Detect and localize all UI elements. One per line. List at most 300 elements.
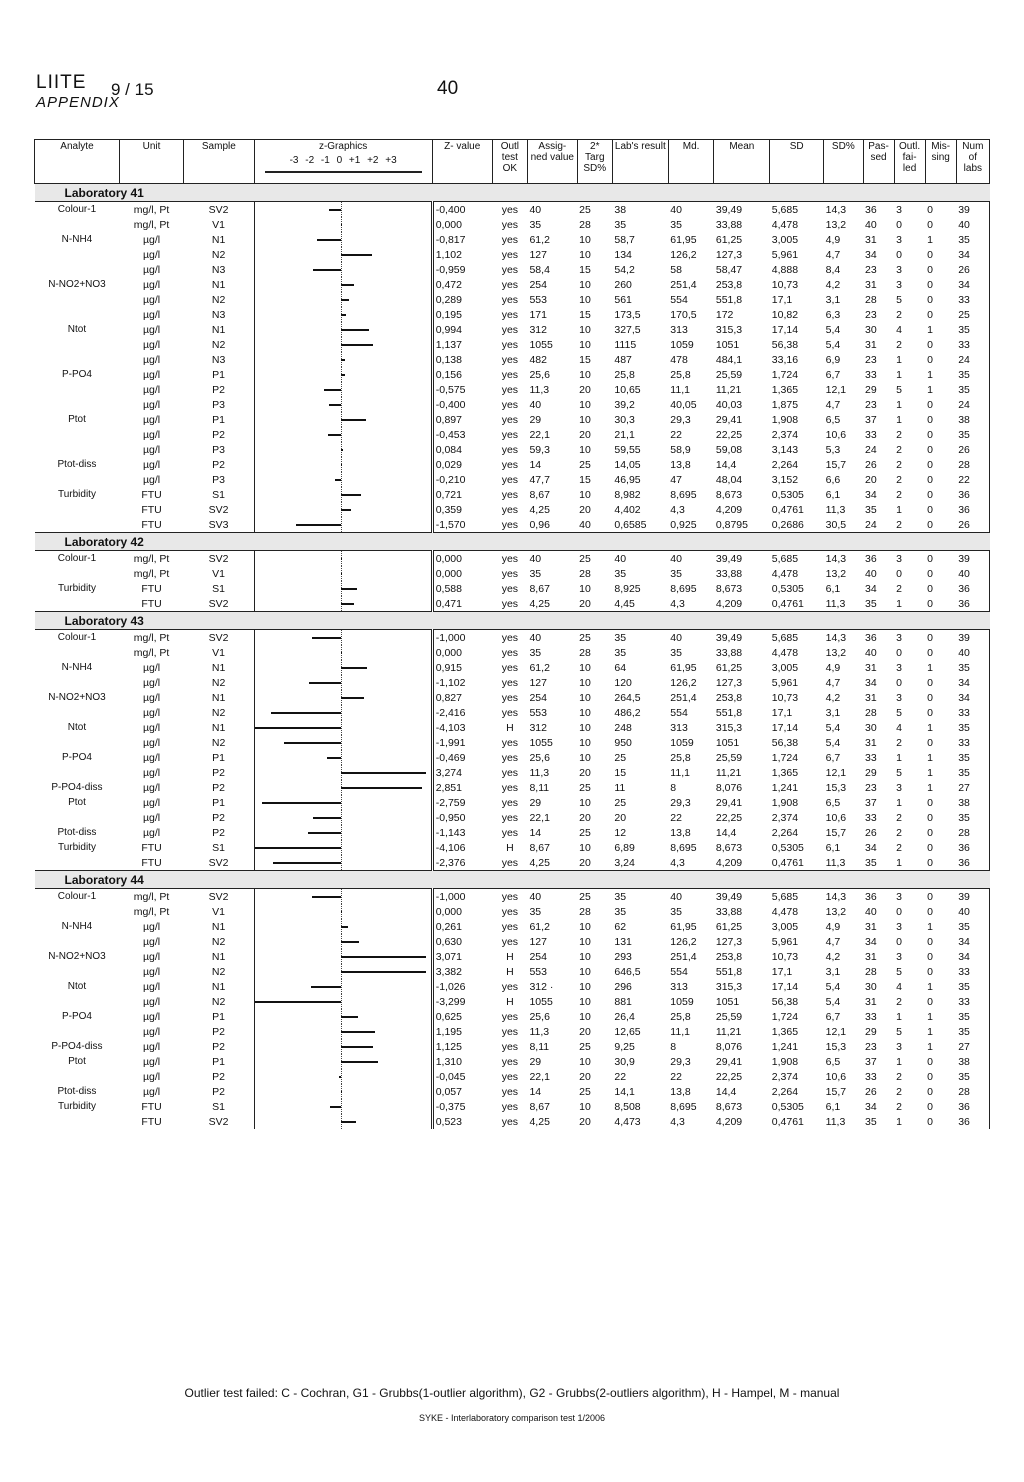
z-axis-zero (341, 735, 342, 750)
cell-passed: 40 (865, 218, 877, 231)
cell-analyte (35, 735, 120, 750)
cell-labs-result: 3,24 (614, 856, 635, 869)
cell-zvalue: -1,102 (435, 676, 466, 689)
cell-analyte (35, 810, 120, 825)
cell-assigned: 22,1 (529, 1070, 550, 1083)
cell-zvalue: -0,400 (435, 398, 466, 411)
cell-missing: 0 (925, 202, 956, 218)
table-row (35, 551, 990, 567)
z-graphic (254, 675, 432, 690)
cell-unit: mg/l, Pt (133, 218, 170, 231)
cell-outl-failed: 1 (896, 353, 902, 366)
z-bar (341, 558, 342, 560)
cell-passed: 36 (863, 202, 894, 218)
cell-sdpct: 6,7 (825, 368, 841, 381)
cell-sd: 4,478 (771, 905, 799, 918)
cell-mean: 61,25 (715, 661, 743, 674)
cell-passed: 33 (865, 1010, 877, 1023)
cell-labs-result: 15 (614, 766, 627, 779)
cell-sdpct: 30,5 (825, 518, 847, 531)
z-graphic (254, 1084, 432, 1099)
cell-sdpct: 13,2 (825, 567, 847, 580)
z-bar (341, 926, 348, 928)
cell-sample: V1 (184, 566, 254, 581)
cell-labs-result: 21,1 (614, 428, 635, 441)
cell-analyte: N-NH4 (61, 661, 93, 673)
cell-mean: 4,209 (715, 1115, 743, 1128)
cell-sample: SV2 (184, 596, 254, 612)
cell-assigned: 8,11 (529, 781, 550, 794)
cell-missing: 0 (927, 503, 933, 516)
table-body (35, 184, 990, 1130)
cell-unit: FTU (141, 1100, 162, 1113)
cell-sdpct: 3,1 (825, 965, 841, 978)
cell-md: 40,05 (670, 398, 697, 411)
z-bar (262, 802, 341, 804)
cell-missing: 0 (927, 841, 933, 854)
cell-sample: N1 (184, 232, 254, 247)
col-sdpct: SD% (824, 140, 863, 184)
cell-outl-test: yes (501, 597, 519, 610)
cell-outl-failed: 1 (896, 1055, 902, 1068)
cell-targ: 15 (579, 353, 591, 366)
cell-sd: 1,365 (771, 1025, 799, 1038)
cell-md: 40 (668, 551, 714, 567)
cell-sample: SV2 (184, 1114, 254, 1129)
cell-targ: 10 (579, 323, 591, 336)
cell-zvalue: -1,143 (435, 826, 466, 839)
z-bar (341, 1046, 373, 1048)
cell-missing: 0 (927, 935, 933, 948)
z-bar (341, 359, 345, 361)
cell-unit: FTU (141, 488, 162, 501)
cell-md: 35 (670, 218, 682, 231)
cell-missing: 0 (927, 293, 933, 306)
cell-zvalue: -0,400 (432, 202, 492, 218)
cell-missing: 0 (927, 353, 933, 366)
cell-md: 1059 (670, 338, 694, 351)
cell-md: 61,95 (670, 233, 697, 246)
z-axis-zero (341, 840, 342, 855)
cell-labs-result: 293 (614, 950, 632, 963)
cell-unit: µg/l (142, 935, 161, 948)
cell-sd: 10,82 (771, 308, 799, 321)
cell-num-labs: 35 (956, 765, 989, 780)
cell-unit: µg/l (142, 751, 161, 764)
cell-outl-failed: 4 (896, 721, 902, 734)
cell-missing: 1 (927, 233, 933, 246)
cell-zvalue: 0,359 (435, 503, 462, 516)
z-axis-zero (341, 472, 342, 487)
cell-sd: 2,264 (771, 1085, 799, 1098)
cell-mean: 315,3 (715, 323, 743, 336)
cell-zvalue: 0,630 (435, 935, 462, 948)
cell-analyte (35, 994, 120, 1009)
cell-sample: SV3 (184, 517, 254, 533)
cell-sdpct: 6,6 (825, 473, 841, 486)
table-row (35, 352, 990, 367)
cell-analyte: Ntot (67, 721, 87, 733)
cell-targ: 10 (579, 293, 591, 306)
cell-outl-test: yes (501, 646, 519, 659)
cell-assigned: 553 (529, 965, 547, 978)
cell-md: 61,95 (670, 920, 697, 933)
col-passed: Pas- sed (863, 140, 894, 184)
cell-outl-failed: 3 (894, 889, 925, 905)
cell-sdpct: 6,5 (825, 1055, 841, 1068)
lab-name: Laboratory 43 (35, 612, 990, 630)
col-missing: Mis- sing (925, 140, 956, 184)
cell-sdpct: 5,4 (825, 721, 841, 734)
cell-passed: 31 (865, 338, 877, 351)
cell-zvalue: -4,103 (435, 721, 466, 734)
z-graphic (254, 720, 432, 735)
cell-sample: N2 (184, 705, 254, 720)
table-row (35, 1009, 990, 1024)
cell-outl-test: yes (501, 323, 519, 336)
cell-sample: P2 (184, 1069, 254, 1084)
cell-num-labs: 33 (956, 292, 989, 307)
cell-zvalue: 0,625 (435, 1010, 462, 1023)
cell-assigned: 35 (529, 646, 542, 659)
cell-labs-result: 950 (614, 736, 632, 749)
z-bar (313, 269, 340, 271)
cell-sdpct: 11,3 (825, 597, 846, 610)
z-bar (341, 224, 342, 226)
cell-assigned: 25,6 (529, 1010, 550, 1023)
cell-mean: 4,209 (715, 503, 743, 516)
cell-mean: 22,25 (715, 1070, 743, 1083)
z-bar (312, 637, 341, 639)
cell-zvalue: 0,827 (435, 691, 462, 704)
cell-outl-test: yes (501, 935, 519, 948)
cell-analyte: P-PO4 (61, 1010, 92, 1022)
cell-labs-result: 59,55 (614, 443, 641, 456)
cell-missing: 0 (927, 567, 933, 580)
cell-missing: 0 (927, 263, 933, 276)
cell-targ: 20 (579, 503, 591, 516)
cell-md: 313 (670, 980, 688, 993)
cell-md: 22 (670, 428, 682, 441)
cell-outl-failed: 3 (896, 920, 902, 933)
cell-md: 8,695 (670, 1100, 697, 1113)
cell-outl-test: yes (501, 676, 519, 689)
cell-passed: 34 (865, 1100, 877, 1113)
cell-labs-result: 25 (614, 796, 627, 809)
table-row (35, 840, 990, 855)
z-axis-zero (341, 855, 342, 870)
cell-outl-test: yes (501, 308, 519, 321)
cell-outl-failed: 2 (896, 1070, 902, 1083)
z-bar (335, 479, 341, 481)
cell-outl-test: yes (492, 630, 527, 646)
cell-analyte (35, 472, 120, 487)
cell-passed: 37 (865, 1055, 877, 1068)
z-bar (341, 941, 359, 943)
cell-sd: 0,5305 (771, 488, 804, 501)
cell-sample: SV2 (184, 502, 254, 517)
cell-passed: 35 (865, 503, 877, 516)
cell-missing: 1 (927, 1040, 933, 1053)
z-bar (341, 509, 351, 511)
cell-labs-result: 20 (614, 811, 627, 824)
cell-missing: 0 (927, 443, 933, 456)
cell-sample: S1 (184, 581, 254, 596)
table-row (35, 964, 990, 979)
cell-outl-test: yes (501, 980, 519, 993)
cell-analyte (35, 352, 120, 367)
cell-assigned: 254 (529, 691, 547, 704)
cell-labs-result: 8,508 (614, 1100, 641, 1113)
cell-analyte (35, 1069, 120, 1084)
cell-mean: 33,88 (715, 567, 743, 580)
cell-num-labs: 40 (956, 904, 989, 919)
cell-labs-result: 10,65 (614, 383, 641, 396)
cell-sample: V1 (184, 217, 254, 232)
cell-missing: 0 (927, 1055, 933, 1068)
cell-sdpct: 10,6 (825, 811, 847, 824)
cell-mean: 315,3 (715, 980, 743, 993)
cell-md: 35 (670, 646, 682, 659)
cell-zvalue: -0,453 (435, 428, 466, 441)
cell-sdpct: 10,6 (825, 1070, 847, 1083)
cell-assigned: 40 (529, 398, 542, 411)
cell-outl-test: yes (501, 368, 519, 381)
cell-num-labs: 24 (956, 352, 989, 367)
cell-sample: P2 (184, 810, 254, 825)
table-row (35, 949, 990, 964)
table-row (35, 855, 990, 871)
table-row (35, 720, 990, 735)
z-bar (341, 1016, 359, 1018)
z-graphic (254, 840, 432, 855)
cell-missing: 1 (927, 980, 933, 993)
z-bar (341, 1121, 356, 1123)
cell-analyte (35, 292, 120, 307)
cell-unit: µg/l (142, 248, 161, 261)
cell-mean: 551,8 (715, 965, 743, 978)
cell-targ: 10 (579, 278, 591, 291)
cell-num-labs: 35 (956, 322, 989, 337)
cell-unit: µg/l (142, 1070, 161, 1083)
cell-mean: 58,47 (715, 263, 743, 276)
cell-md: 0,925 (670, 518, 697, 531)
cell-sample: N2 (184, 337, 254, 352)
lab-section-header (35, 533, 990, 551)
cell-sd: 2,264 (771, 826, 799, 839)
cell-mean: 40,03 (715, 398, 743, 411)
cell-outl-failed: 2 (896, 488, 902, 501)
cell-md: 25,8 (670, 1010, 691, 1023)
table-row (35, 247, 990, 262)
z-graphic (254, 247, 432, 262)
cell-labs-result: 486,2 (614, 706, 641, 719)
cell-assigned: 312 · (529, 980, 554, 993)
z-graphic (254, 262, 432, 277)
cell-outl-failed: 5 (896, 965, 902, 978)
cell-zvalue: -1,000 (432, 630, 492, 646)
cell-unit: µg/l (142, 278, 161, 291)
cell-num-labs: 35 (956, 1069, 989, 1084)
cell-zvalue: -0,375 (435, 1100, 466, 1113)
col-outl-test: Outl test OK (492, 140, 527, 184)
cell-sd: 56,38 (771, 338, 799, 351)
cell-outl-test: yes (501, 503, 519, 516)
cell-sd: 2,374 (771, 428, 799, 441)
cell-assigned: 127 (529, 676, 547, 689)
cell-assigned: 4,25 (529, 503, 550, 516)
z-axis-zero (341, 397, 342, 412)
cell-assigned: 11,3 (529, 766, 550, 779)
cell-outl-test: yes (501, 218, 519, 231)
cell-missing: 1 (927, 920, 933, 933)
cell-sd: 0,5305 (771, 582, 804, 595)
cell-labs-result: 12,65 (614, 1025, 641, 1038)
cell-mean: 14,4 (715, 1085, 737, 1098)
cell-targ: 10 (579, 443, 591, 456)
cell-num-labs: 25 (956, 307, 989, 322)
cell-targ: 10 (579, 488, 591, 501)
cell-num-labs: 34 (956, 934, 989, 949)
cell-assigned: 29 (529, 413, 542, 426)
cell-unit: µg/l (142, 338, 161, 351)
cell-labs-result: 4,473 (614, 1115, 641, 1128)
cell-zvalue: 0,523 (435, 1115, 462, 1128)
cell-mean: 25,59 (715, 1010, 743, 1023)
cell-zvalue: 1,125 (435, 1040, 462, 1053)
cell-zvalue: 0,261 (435, 920, 462, 933)
table-row (35, 397, 990, 412)
cell-md: 35 (670, 567, 682, 580)
cell-assigned: 29 (529, 1055, 542, 1068)
cell-num-labs: 39 (956, 202, 989, 218)
cell-sdpct: 6,7 (825, 751, 841, 764)
cell-outl-failed: 5 (896, 706, 902, 719)
cell-sd: 17,14 (771, 980, 799, 993)
cell-labs-result: 487 (614, 353, 632, 366)
cell-assigned: 254 (529, 950, 547, 963)
cell-labs-result: 248 (614, 721, 632, 734)
cell-sample: N2 (184, 247, 254, 262)
cell-outl-test: yes (501, 413, 519, 426)
cell-missing: 1 (927, 383, 933, 396)
cell-sample: N1 (184, 277, 254, 292)
cell-sd: 56,38 (771, 736, 799, 749)
cell-outl-failed: 2 (896, 428, 902, 441)
lab-section-header (35, 184, 990, 202)
cell-sd: 3,005 (771, 920, 799, 933)
cell-unit: µg/l (142, 950, 161, 963)
cell-assigned: 1055 (529, 995, 553, 1008)
cell-missing: 1 (927, 721, 933, 734)
cell-sample: P3 (184, 472, 254, 487)
cell-sdpct: 10,6 (825, 428, 847, 441)
cell-outl-test: yes (501, 856, 519, 869)
z-graphic (254, 307, 432, 322)
cell-sd: 10,73 (771, 950, 799, 963)
cell-zvalue: -2,759 (435, 796, 466, 809)
cell-targ: 10 (579, 691, 591, 704)
z-bar (273, 862, 341, 864)
cell-analyte (35, 855, 120, 871)
cell-unit: µg/l (142, 428, 161, 441)
cell-passed: 40 (865, 646, 877, 659)
cell-zvalue: 0,084 (435, 443, 462, 456)
cell-md: 251,4 (670, 950, 697, 963)
cell-sample: V1 (184, 904, 254, 919)
cell-outl-failed: 1 (896, 796, 902, 809)
zgraphics-rule (265, 171, 422, 173)
cell-outl-failed: 2 (896, 458, 902, 471)
col-num-labs: Num of labs (956, 140, 989, 184)
z-graphic (254, 412, 432, 427)
cell-outl-test: yes (501, 1100, 519, 1113)
z-graphic (254, 630, 432, 646)
cell-sd: 5,961 (771, 935, 799, 948)
table-row (35, 889, 990, 905)
cell-sdpct: 15,7 (825, 826, 847, 839)
cell-zvalue: 0,588 (435, 582, 462, 595)
cell-sdpct: 3,1 (825, 706, 841, 719)
cell-missing: 0 (925, 889, 956, 905)
cell-md: 29,3 (670, 1055, 691, 1068)
cell-sd: 17,14 (771, 323, 799, 336)
cell-sdpct: 15,7 (825, 1085, 847, 1098)
cell-passed: 31 (865, 691, 877, 704)
cell-mean: 8,673 (715, 1100, 743, 1113)
table-row (35, 292, 990, 307)
cell-passed: 31 (865, 950, 877, 963)
cell-unit: µg/l (142, 995, 161, 1008)
z-bar (341, 787, 423, 789)
cell-num-labs: 24 (956, 397, 989, 412)
table-row (35, 232, 990, 247)
cell-num-labs: 36 (956, 1114, 989, 1129)
cell-md: 554 (670, 965, 688, 978)
cell-sd: 0,4761 (771, 856, 804, 869)
cell-outl-test: yes (501, 353, 519, 366)
cell-analyte (35, 566, 120, 581)
cell-assigned: 8,67 (529, 1100, 550, 1113)
header-page-number: 40 (437, 78, 459, 99)
cell-num-labs: 35 (956, 1024, 989, 1039)
cell-zvalue: 3,274 (435, 766, 462, 779)
z-graphic (254, 690, 432, 705)
z-graphic (254, 750, 432, 765)
col-targ: 2* Targ SD% (577, 140, 612, 184)
cell-analyte (35, 337, 120, 352)
cell-outl-test: yes (501, 766, 519, 779)
cell-sample: P2 (184, 427, 254, 442)
table-row (35, 202, 990, 218)
cell-passed: 31 (865, 233, 877, 246)
cell-zvalue: -1,026 (435, 980, 466, 993)
cell-sd: 0,4761 (771, 503, 804, 516)
cell-targ: 20 (579, 1025, 591, 1038)
cell-outl-failed: 1 (896, 413, 902, 426)
cell-zvalue: 3,071 (435, 950, 462, 963)
cell-passed: 34 (865, 676, 877, 689)
cell-sdpct: 8,4 (825, 263, 841, 276)
col-outl-failed: Outl. fai- led (894, 140, 925, 184)
cell-sample: N3 (184, 262, 254, 277)
cell-num-labs: 35 (956, 720, 989, 735)
z-bar (255, 847, 341, 849)
cell-missing: 0 (927, 995, 933, 1008)
z-graphic (254, 979, 432, 994)
cell-outl-failed: 3 (896, 263, 902, 276)
cell-targ: 25 (577, 551, 612, 567)
